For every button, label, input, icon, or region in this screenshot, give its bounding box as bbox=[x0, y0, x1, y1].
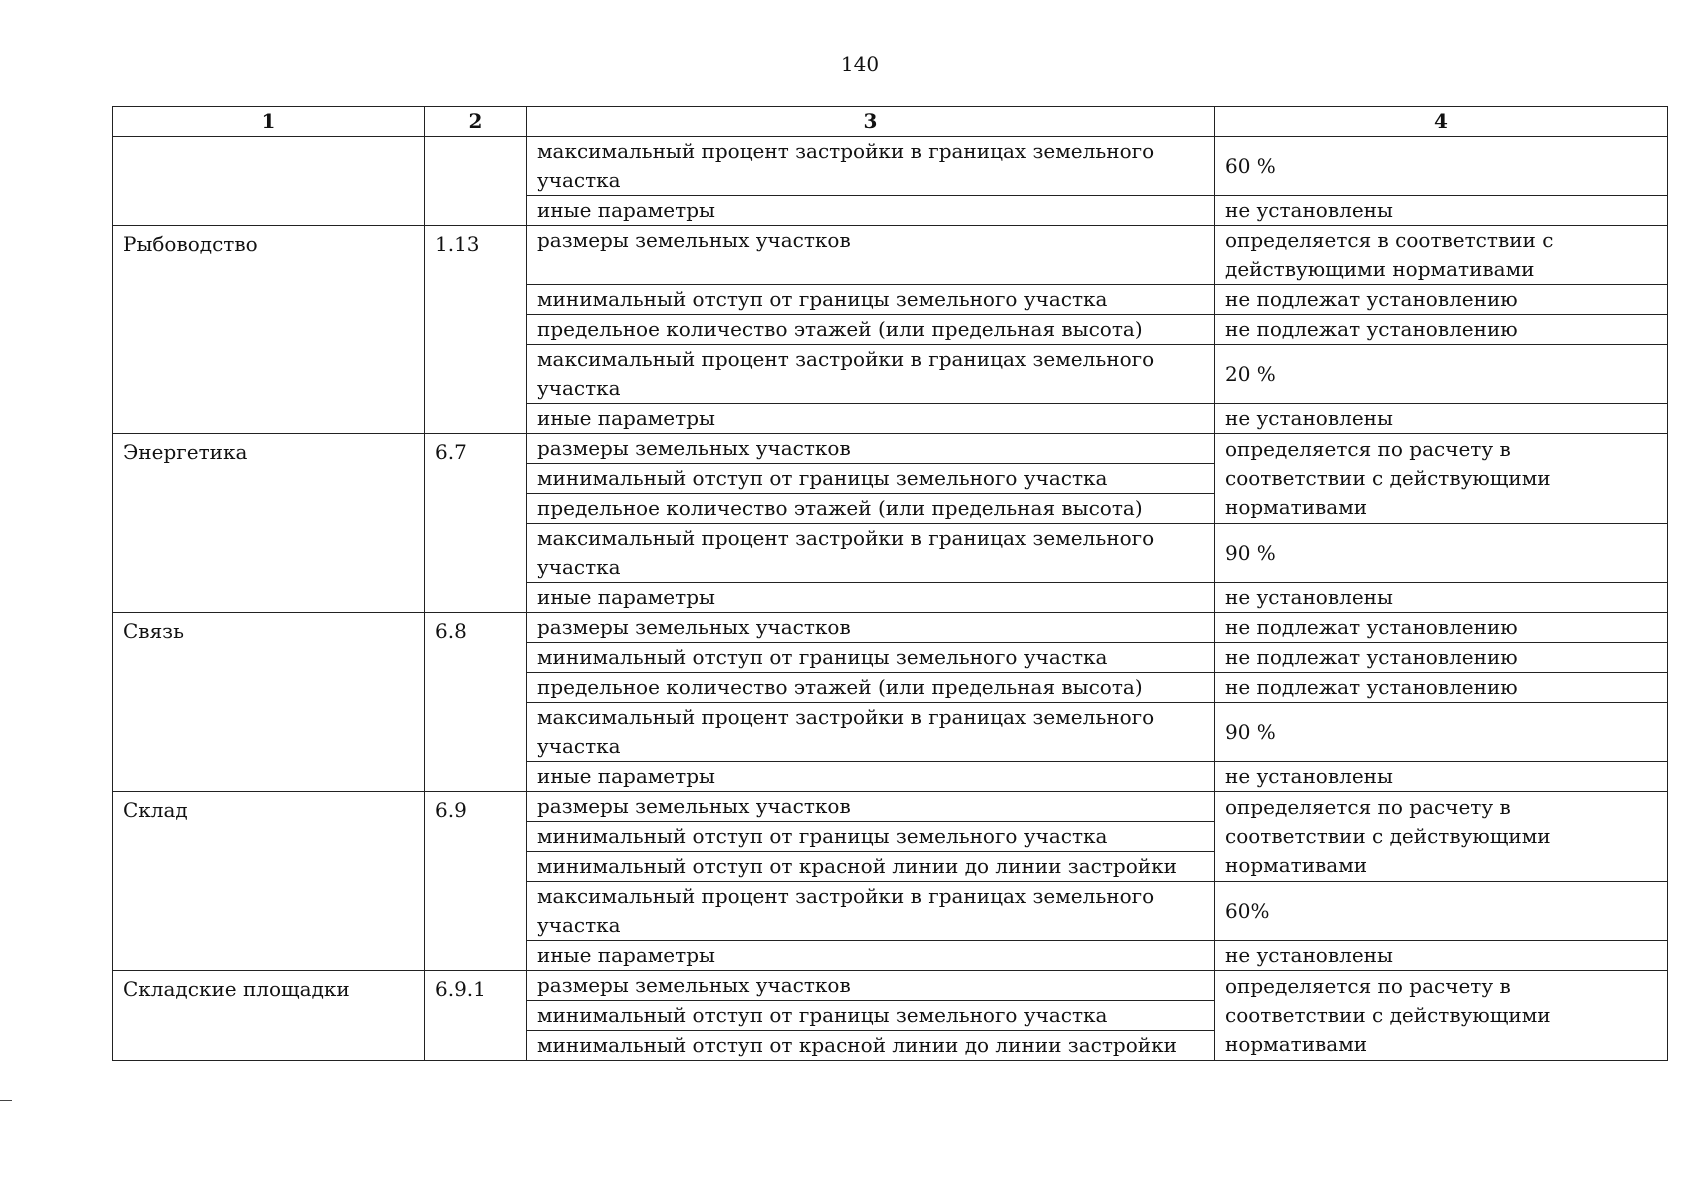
value-cell: 20 % bbox=[1215, 345, 1668, 404]
value-cell: 90 % bbox=[1215, 703, 1668, 762]
parameter-cell: предельное количество этажей (или предельная высота) bbox=[527, 673, 1215, 703]
use-name-cell: Связь bbox=[113, 613, 425, 792]
header-col-2: 2 bbox=[425, 107, 527, 137]
parameter-cell: минимальный отступ от границы земельного участка bbox=[527, 285, 1215, 315]
value-cell: 60 % bbox=[1215, 137, 1668, 196]
margin-mark bbox=[0, 1100, 12, 1101]
parameter-cell: размеры земельных участков bbox=[527, 792, 1215, 822]
use-code-cell: 1.13 bbox=[425, 226, 527, 434]
parameters-table bbox=[112, 106, 1668, 1061]
parameter-cell: иные параметры bbox=[527, 583, 1215, 613]
header-col-3: 3 bbox=[527, 107, 1215, 137]
value-cell: не установлены bbox=[1215, 762, 1668, 792]
use-name-cell: Складские площадки bbox=[113, 971, 425, 1061]
use-name-cell bbox=[113, 137, 425, 226]
parameter-cell: размеры земельных участков bbox=[527, 971, 1215, 1001]
parameter-cell: предельное количество этажей (или предельная высота) bbox=[527, 315, 1215, 345]
table-row bbox=[113, 434, 1668, 464]
value-cell: определяется по расчету в соответствии с действующими нормативами bbox=[1215, 434, 1668, 524]
parameter-cell: иные параметры bbox=[527, 196, 1215, 226]
table-row bbox=[113, 971, 1668, 1001]
value-cell: не установлены bbox=[1215, 941, 1668, 971]
table-header-row bbox=[113, 107, 1668, 137]
value-cell: не подлежат установлению bbox=[1215, 285, 1668, 315]
parameter-cell: максимальный процент застройки в границах земельного участка bbox=[527, 345, 1215, 404]
parameter-cell: размеры земельных участков bbox=[527, 434, 1215, 464]
value-cell: не подлежат установлению bbox=[1215, 673, 1668, 703]
parameter-cell: максимальный процент застройки в границах земельного участка bbox=[527, 703, 1215, 762]
table-row bbox=[113, 226, 1668, 285]
parameter-cell: иные параметры bbox=[527, 762, 1215, 792]
use-code-cell: 6.7 bbox=[425, 434, 527, 613]
parameter-cell: размеры земельных участков bbox=[527, 226, 1215, 285]
use-code-cell: 6.9 bbox=[425, 792, 527, 971]
table-row bbox=[113, 792, 1668, 822]
value-cell: не подлежат установлению bbox=[1215, 613, 1668, 643]
parameter-cell: минимальный отступ от красной линии до линии застройки bbox=[527, 1031, 1215, 1061]
use-code-cell bbox=[425, 137, 527, 226]
value-cell: 90 % bbox=[1215, 524, 1668, 583]
parameter-cell: минимальный отступ от границы земельного участка bbox=[527, 643, 1215, 673]
value-cell: не установлены bbox=[1215, 583, 1668, 613]
table-row bbox=[113, 137, 1668, 196]
value-cell: не подлежат установлению bbox=[1215, 315, 1668, 345]
parameter-cell: минимальный отступ от границы земельного участка bbox=[527, 1001, 1215, 1031]
parameter-cell: иные параметры bbox=[527, 404, 1215, 434]
parameter-cell: минимальный отступ от границы земельного участка bbox=[527, 822, 1215, 852]
parameter-cell: максимальный процент застройки в границах земельного участка bbox=[527, 882, 1215, 941]
parameter-cell: максимальный процент застройки в границах земельного участка bbox=[527, 524, 1215, 583]
use-code-cell: 6.9.1 bbox=[425, 971, 527, 1061]
use-name-cell: Энергетика bbox=[113, 434, 425, 613]
page-number: 140 bbox=[840, 52, 880, 76]
use-code-cell: 6.8 bbox=[425, 613, 527, 792]
parameter-cell: максимальный процент застройки в границах земельного участка bbox=[527, 137, 1215, 196]
parameter-cell: минимальный отступ от красной линии до линии застройки bbox=[527, 852, 1215, 882]
value-cell: определяется в соответствии с действующими нормативами bbox=[1215, 226, 1668, 285]
parameter-cell: иные параметры bbox=[527, 941, 1215, 971]
use-name-cell: Склад bbox=[113, 792, 425, 971]
value-cell: 60% bbox=[1215, 882, 1668, 941]
value-cell: определяется по расчету в соответствии с действующими нормативами bbox=[1215, 971, 1668, 1061]
header-col-4: 4 bbox=[1215, 107, 1668, 137]
parameter-cell: минимальный отступ от границы земельного участка bbox=[527, 464, 1215, 494]
parameter-cell: размеры земельных участков bbox=[527, 613, 1215, 643]
value-cell: не установлены bbox=[1215, 196, 1668, 226]
parameter-cell: предельное количество этажей (или предельная высота) bbox=[527, 494, 1215, 524]
value-cell: не подлежат установлению bbox=[1215, 643, 1668, 673]
header-col-1: 1 bbox=[113, 107, 425, 137]
use-name-cell: Рыбоводство bbox=[113, 226, 425, 434]
value-cell: не установлены bbox=[1215, 404, 1668, 434]
value-cell: определяется по расчету в соответствии с действующими нормативами bbox=[1215, 792, 1668, 882]
table-row bbox=[113, 613, 1668, 643]
